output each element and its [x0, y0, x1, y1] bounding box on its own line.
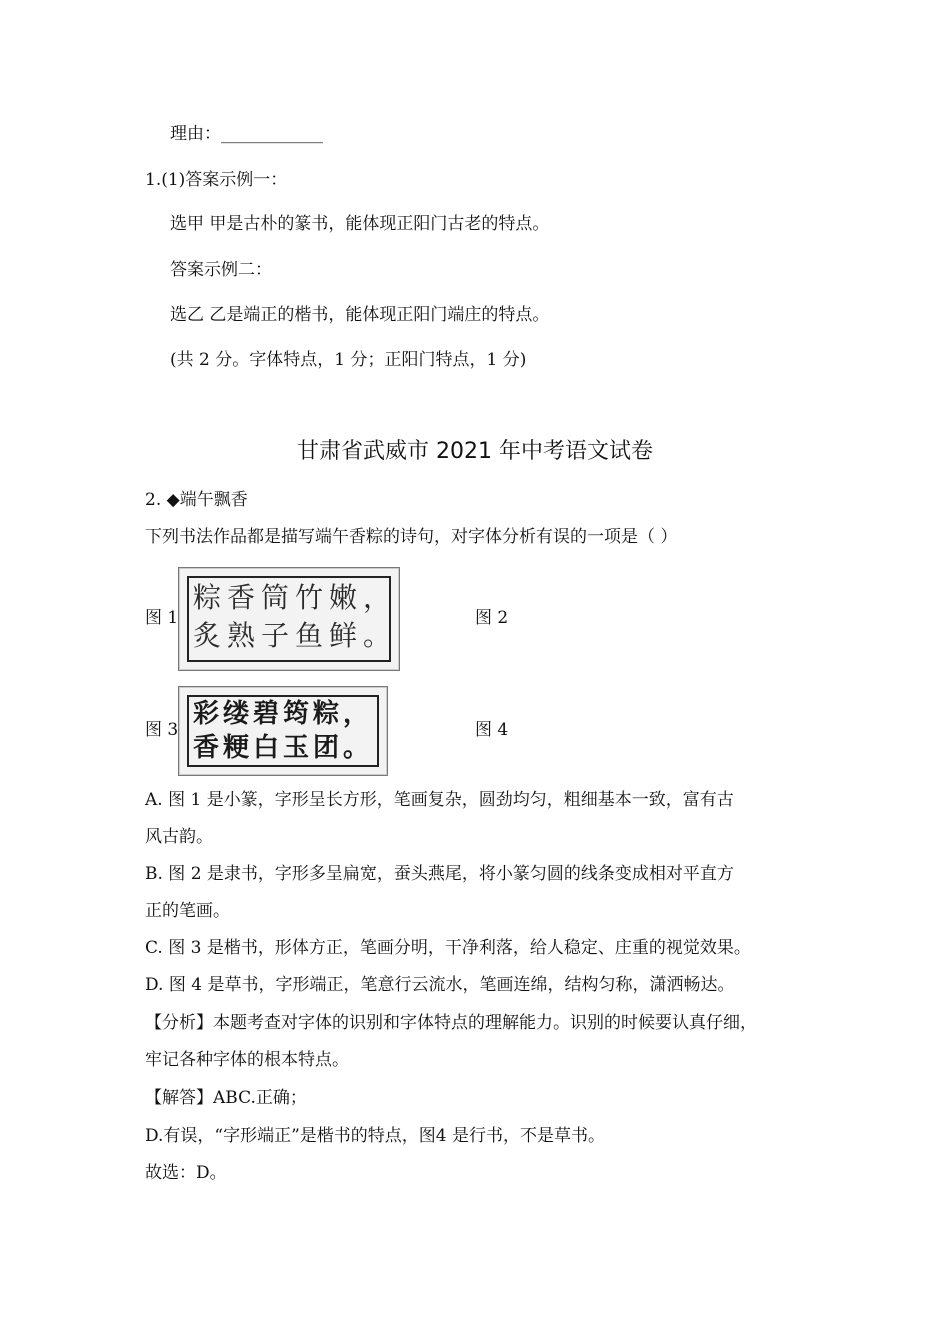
option-b-line-1: B. 图 2 是隶书，字形多呈扁宽，蚕头燕尾，将小篆匀圆的线条变成相对平直方: [145, 864, 734, 884]
answer-example-2-heading: 答案示例二：: [170, 260, 272, 280]
figure-3-row-2: 香粳白玉团。: [193, 733, 374, 763]
figure-1-row-2: 炙熟子鱼鲜。: [193, 619, 398, 652]
question-2-heading: 2. ◆端午飘香: [145, 490, 248, 510]
question-2-stem: 下列书法作品都是描写端午香粽的诗句，对字体分析有误的一项是（ ）: [145, 527, 678, 547]
answer-example-2: 选乙 乙是端正的楷书，能体现正阳门端庄的特点。: [170, 305, 550, 325]
figure-1-calligraphy-image: [178, 567, 400, 671]
option-d: D. 图 4 是草书，字形端正，笔意行云流水，笔画连绵，结构匀称，潇洒畅达。: [145, 975, 735, 995]
answer-line-3: 故选：D。: [145, 1163, 227, 1183]
option-b-line-2: 正的笔画。: [145, 901, 230, 921]
answer-line-1: 【解答】ABC.正确；: [145, 1088, 307, 1108]
figure-2-label: 图 2: [475, 608, 509, 628]
figure-1-row-1: 粽香筒竹嫩，: [193, 581, 398, 614]
reason-line: 理由：____________: [170, 124, 323, 144]
option-c: C. 图 3 是楷书，形体方正，笔画分明，干净利落，给人稳定、庄重的视觉效果。: [145, 938, 751, 958]
figure-1-label: 图 1: [145, 608, 179, 628]
option-a-line-2: 风古韵。: [145, 827, 213, 847]
answer-example-1: 选甲 甲是古朴的篆书，能体现正阳门古老的特点。: [170, 214, 550, 234]
answer-line-2: D.有误，“字形端正”是楷书的特点，图4 是行书，不是草书。: [145, 1126, 606, 1146]
option-a-line-1: A. 图 1 是小篆，字形呈长方形，笔画复杂，圆劲均匀，粗细基本一致，富有古: [145, 790, 734, 810]
answer-example-1-heading: 1.(1)答案示例一：: [145, 170, 288, 190]
score-note: (共 2 分。字体特点，1 分；正阳门特点，1 分): [170, 350, 527, 370]
figure-3-calligraphy-image: [178, 686, 388, 776]
figure-4-label: 图 4: [475, 720, 509, 740]
page-title: 甘肃省武威市 2021 年中考语文试卷: [297, 439, 653, 464]
analysis-line-1: 【分析】本题考查对字体的识别和字体特点的理解能力。识别的时候要认真仔细，: [145, 1013, 757, 1033]
figure-3-row-1: 彩缕碧筠粽，: [193, 699, 374, 729]
figure-3-label: 图 3: [145, 720, 179, 740]
analysis-line-2: 牢记各种字体的根本特点。: [145, 1050, 349, 1070]
